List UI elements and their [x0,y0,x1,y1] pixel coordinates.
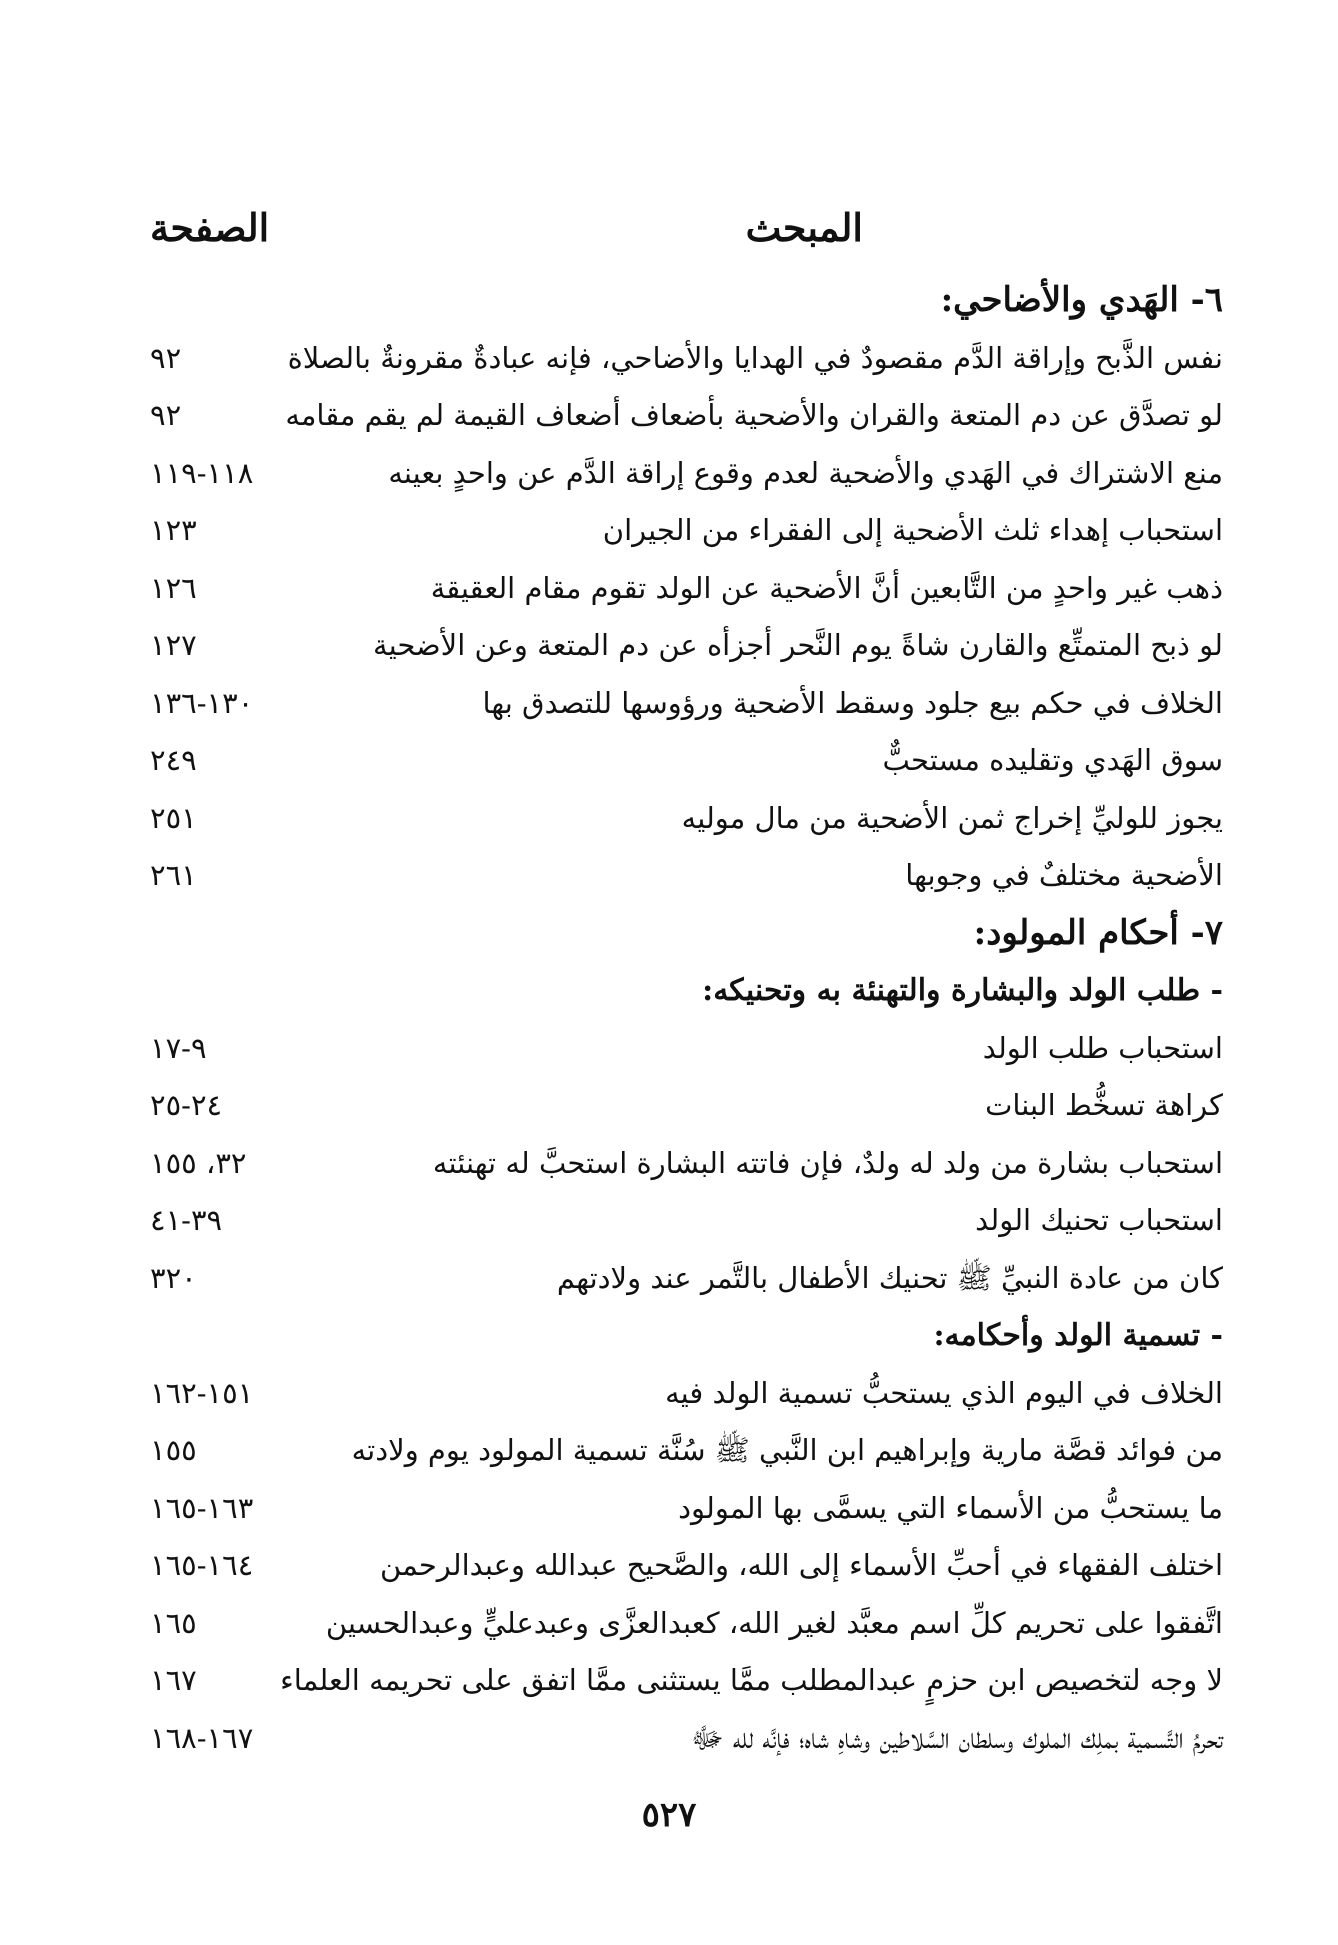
index-entry [150,1537,1223,1595]
entry-page-ref: ١٢٦ [150,570,197,605]
topic-column-heading: المبحث [745,205,863,250]
entry-page-ref: ١٦٧ [150,1663,197,1697]
entry-text: الخلاف في اليوم الذي يستحبُّ تسمية الولد فيه [665,1375,1223,1410]
index-entry [150,1192,1223,1250]
entry-page-ref: ١٦٣-١٦٥ [150,1490,254,1525]
entry-text: نفس الذَّبح وإراقة الدَّم مقصودٌ في الهدايا والأضاحي، فإنه عبادةٌ مقرونةٌ بالصلاة [287,340,1223,375]
entry-text: لا وجه لتخصيص ابن حزمٍ عبدالمطلب ممَّا يستثنى ممَّا اتفق على تحريمه العلماء [280,1663,1223,1697]
entry-page-ref: ١٣٠-١٣٦ [150,685,254,720]
entry-page-ref: ٩٢ [150,398,182,432]
entry-text: استحباب طلب الولد [982,1030,1223,1065]
index-entry [150,790,1223,848]
index-entry [150,1250,1223,1308]
entry-page-ref: ٢٤-٢٥ [150,1088,223,1122]
index-entry [150,1135,1223,1193]
index-entry [150,1710,1223,1768]
entry-page-ref: ١٢٣ [150,513,197,547]
entry-page-ref: ٣٢، ١٥٥ [150,1145,247,1180]
entry-page-ref: ١٦٤-١٦٥ [150,1548,254,1582]
entry-page-ref: ٩٢ [150,340,182,375]
index-entry [150,1365,1223,1423]
entry-text: الأضحية مختلفٌ في وجوبها [905,858,1223,892]
entry-text: ما يستحبُّ من الأسماء التي يسمَّى بها المولود [678,1490,1223,1525]
index-entry [150,847,1223,905]
entry-page-ref: ١٥١-١٦٢ [150,1375,254,1410]
index-entry [150,732,1223,790]
entry-page-ref: ٩-١٧ [150,1030,207,1065]
index-entry [150,502,1223,560]
entry-text: كان من عادة النبيِّ ﷺ تحنيك الأطفال بالتَّمر عند ولادتهم [556,1260,1223,1295]
entry-text: منع الاشتراك في الهَدي والأضحية لعدم وقوع إراقة الدَّم عن واحدٍ بعينه [388,455,1223,490]
entry-page-ref: ٢٥١ [150,800,197,835]
page-number: ٥٢٧ [641,1795,697,1835]
index-entry [150,387,1223,445]
entry-page-ref: ٣٩-٤١ [150,1203,223,1237]
section-title: ٦- الهَدي والأضاحي: [940,280,1223,320]
entry-text: ذهب غير واحدٍ من التَّابعين أنَّ الأضحية عن الولد تقوم مقام العقيقة [430,570,1223,605]
index-entry [150,1020,1223,1078]
index-entry [150,675,1223,733]
entry-text: الخلاف في حكم بيع جلود وسقط الأضحية ورؤوسها للتصدق بها [482,685,1223,720]
entry-page-ref: ٣٢٠ [150,1260,197,1295]
entry-text: كراهة تسخُّط البنات [985,1088,1223,1122]
entry-page-ref: ١٦٥ [150,1605,197,1640]
entry-text: اتَّفقوا على تحريم كلِّ اسم معبَّد لغير الله، كعبدالعزَّى وعبدعليٍّ وعبدالحسين [325,1605,1223,1640]
page-column-heading: الصفحة [150,205,270,250]
subsection-title: - طلب الولد والبشارة والتهنئة به وتحنيكه: [702,973,1223,1008]
entry-page-ref: ١٦٧-١٦٨ [150,1720,254,1755]
entry-page-ref: ٢٤٩ [150,743,197,777]
entry-page-ref: ٢٦١ [150,858,197,892]
entry-text: استحباب تحنيك الولد [975,1203,1223,1237]
index-entry [150,1480,1223,1538]
index-entry [150,1077,1223,1135]
entry-page-ref: ١٥٥ [150,1433,197,1467]
index-entry [150,1422,1223,1480]
subsection-title: - تسمية الولد وأحكامه: [933,1318,1223,1353]
entry-text: لو ذبح المتمتِّع والقارن شاةً يوم النَّحر أجزأه عن دم المتعة وعن الأضحية [373,628,1223,662]
entry-text: من فوائد قصَّة مارية وإبراهيم ابن النَّبي ﷺ سُنَّة تسمية المولود يوم ولادته [351,1433,1223,1467]
entry-text: استحباب إهداء ثلث الأضحية إلى الفقراء من الجيران [602,513,1223,547]
index-content [150,272,1223,1767]
table-header [150,205,1223,265]
index-entry [150,617,1223,675]
entry-text: يجوز للوليِّ إخراج ثمن الأضحية من مال موليه [681,800,1223,835]
entry-text: تحرمُ التَّسمية بملِك الملوك وسلطان السَّلاطين وشاهِ شاه؛ فإنَّه لله ﷻ [690,1720,1223,1755]
index-entry [150,560,1223,618]
entry-page-ref: ١١٨-١١٩ [150,455,254,490]
entry-text: لو تصدَّق عن دم المتعة والقران والأضحية بأضعاف أضعاف القيمة لم يقم مقامه [285,398,1223,432]
index-entry [150,1595,1223,1653]
index-entry [150,445,1223,503]
index-entry [150,330,1223,388]
entry-page-ref: ١٢٧ [150,628,197,662]
section-title: ٧- أحكام المولود: [973,912,1223,953]
entry-text: اختلف الفقهاء في أحبِّ الأسماء إلى الله، والصَّحيح عبدالله وعبدالرحمن [380,1548,1223,1582]
entry-text: استحباب بشارة من ولد له ولدٌ، فإن فاتته البشارة استحبَّ له تهنئته [432,1145,1223,1180]
index-entry [150,1652,1223,1710]
entry-text: سوق الهَدي وتقليده مستحبٌّ [882,743,1223,777]
